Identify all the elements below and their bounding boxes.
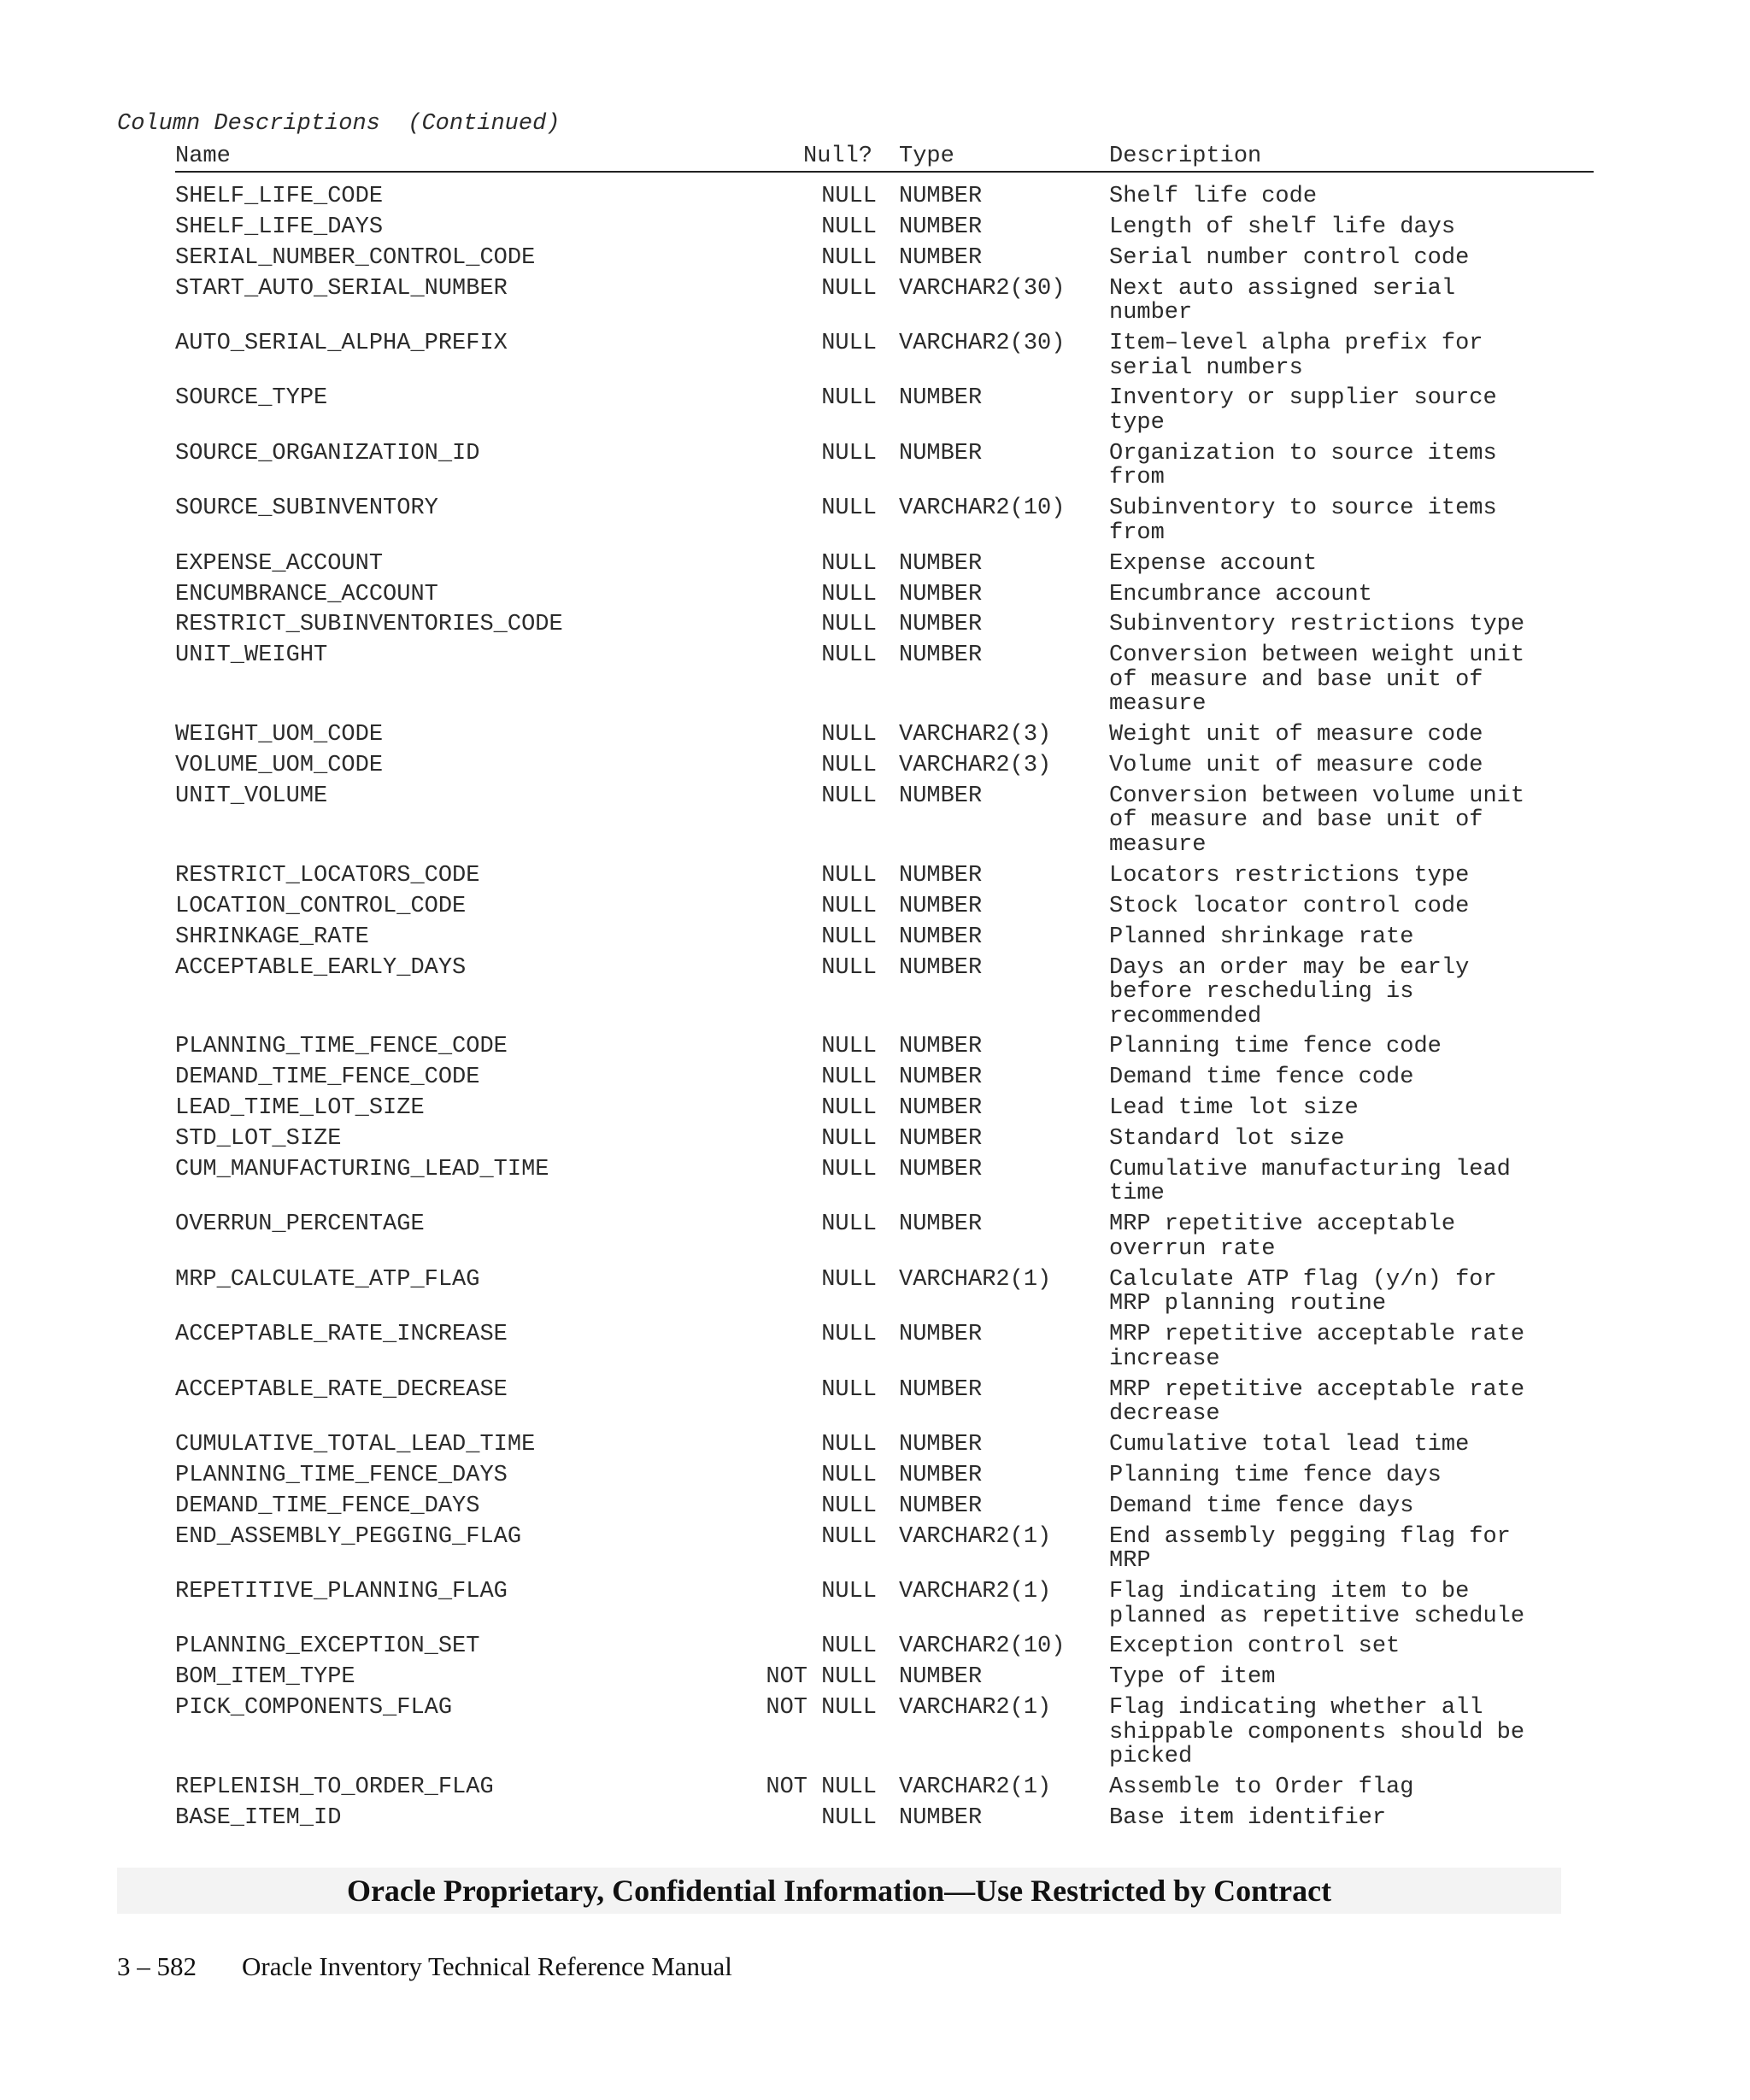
- null-cell: NULL: [821, 1634, 877, 1660]
- description-cell: Planned shrinkage rate: [1109, 924, 1414, 950]
- description-cell: Organization to source items from: [1109, 440, 1497, 491]
- column-name-cell: AUTO_SERIAL_ALPHA_PREFIX: [175, 331, 508, 357]
- table-row: [175, 1065, 1594, 1090]
- table-row: [175, 613, 1594, 637]
- table-row: [175, 754, 1594, 778]
- table-row: [175, 1096, 1594, 1121]
- column-name-cell: UNIT_WEIGHT: [175, 642, 328, 669]
- table-row: [175, 1775, 1594, 1800]
- table-row: [175, 1323, 1594, 1371]
- null-cell: NULL: [821, 331, 877, 357]
- column-name-cell: PLANNING_TIME_FENCE_CODE: [175, 1034, 508, 1060]
- description-cell: Weight unit of measure code: [1109, 722, 1483, 748]
- null-cell: NULL: [821, 1431, 877, 1458]
- type-cell: NUMBER: [899, 924, 983, 950]
- column-name-cell: SOURCE_TYPE: [175, 385, 328, 412]
- null-cell: NULL: [821, 1462, 877, 1488]
- description-cell: End assembly pegging flag for MRP: [1109, 1523, 1511, 1575]
- column-name-cell: RESTRICT_SUBINVENTORIES_CODE: [175, 612, 563, 638]
- type-cell: NUMBER: [899, 1804, 983, 1831]
- description-cell: Standard lot size: [1109, 1126, 1345, 1153]
- column-name-cell: DEMAND_TIME_FENCE_DAYS: [175, 1493, 480, 1519]
- null-cell: NULL: [821, 214, 877, 240]
- column-header-description: Description: [1109, 144, 1262, 169]
- manual-title: Oracle Inventory Technical Reference Manual: [242, 1951, 732, 1981]
- confidential-banner: [117, 1868, 1561, 1914]
- null-cell: NULL: [821, 642, 877, 669]
- null-cell: NULL: [821, 1523, 877, 1550]
- column-name-cell: UNIT_VOLUME: [175, 783, 328, 809]
- null-cell: NULL: [821, 1034, 877, 1060]
- column-name-cell: SHRINKAGE_RATE: [175, 924, 369, 950]
- column-name-cell: REPLENISH_TO_ORDER_FLAG: [175, 1774, 494, 1801]
- description-cell: Locators restrictions type: [1109, 862, 1470, 889]
- table-row: [175, 1464, 1594, 1488]
- null-cell: NULL: [821, 1211, 877, 1238]
- description-cell: Subinventory restrictions type: [1109, 612, 1525, 638]
- null-cell: NULL: [821, 1266, 877, 1293]
- type-cell: VARCHAR2(1): [899, 1266, 1052, 1293]
- column-name-cell: WEIGHT_UOM_CODE: [175, 722, 384, 748]
- null-cell: NULL: [821, 1322, 877, 1348]
- column-name-cell: BASE_ITEM_ID: [175, 1804, 342, 1831]
- column-name-cell: SHELF_LIFE_CODE: [175, 184, 384, 209]
- table-row: [175, 1433, 1594, 1458]
- type-cell: NUMBER: [899, 244, 983, 271]
- column-name-cell: SHELF_LIFE_DAYS: [175, 214, 384, 240]
- type-cell: NUMBER: [899, 1493, 983, 1519]
- description-cell: Serial number control code: [1109, 244, 1470, 271]
- null-cell: NULL: [821, 1095, 877, 1122]
- table-row: [175, 925, 1594, 950]
- table-row: [175, 723, 1594, 748]
- column-name-cell: EXPENSE_ACCOUNT: [175, 550, 384, 577]
- type-cell: NUMBER: [899, 612, 983, 638]
- description-cell: Inventory or supplier source type: [1109, 385, 1497, 436]
- type-cell: NUMBER: [899, 214, 983, 240]
- description-cell: Planning time fence code: [1109, 1034, 1442, 1060]
- null-cell: NULL: [821, 1156, 877, 1182]
- type-cell: NUMBER: [899, 783, 983, 809]
- null-cell: NULL: [821, 1579, 877, 1604]
- column-name-cell: PLANNING_EXCEPTION_SET: [175, 1634, 480, 1660]
- type-cell: VARCHAR2(30): [899, 331, 1066, 357]
- table-row: [175, 1634, 1594, 1659]
- description-cell: Conversion between volume unit of measure and base unit of measure: [1109, 783, 1525, 858]
- type-cell: NUMBER: [899, 1211, 983, 1238]
- table-row: [175, 784, 1594, 858]
- null-cell: NULL: [821, 1376, 877, 1403]
- column-headers: [175, 144, 1594, 174]
- type-cell: NUMBER: [899, 184, 983, 209]
- type-cell: VARCHAR2(1): [899, 1523, 1052, 1550]
- column-name-cell: VOLUME_UOM_CODE: [175, 753, 384, 779]
- type-cell: NUMBER: [899, 954, 983, 981]
- table-row: [175, 1127, 1594, 1152]
- type-cell: NUMBER: [899, 642, 983, 669]
- description-cell: Flag indicating item to be planned as repetitive schedule: [1109, 1579, 1525, 1629]
- table-row: [175, 895, 1594, 919]
- null-cell: NULL: [821, 753, 877, 779]
- description-cell: Shelf life code: [1109, 184, 1318, 209]
- description-cell: Encumbrance account: [1109, 581, 1372, 607]
- column-header-null: Null?: [803, 144, 873, 169]
- column-name-cell: SOURCE_SUBINVENTORY: [175, 496, 438, 522]
- type-cell: NUMBER: [899, 1431, 983, 1458]
- table-row: [175, 277, 1594, 326]
- type-cell: VARCHAR2(1): [899, 1774, 1052, 1801]
- null-cell: NULL: [821, 924, 877, 950]
- description-cell: Next auto assigned serial number: [1109, 275, 1456, 326]
- description-cell: Assemble to Order flag: [1109, 1774, 1414, 1801]
- column-name-cell: ACCEPTABLE_RATE_INCREASE: [175, 1322, 508, 1348]
- type-cell: NUMBER: [899, 1664, 983, 1691]
- table-row: [175, 442, 1594, 490]
- table-row: [175, 1696, 1594, 1769]
- type-cell: NUMBER: [899, 1376, 983, 1403]
- null-cell: NULL: [821, 550, 877, 577]
- description-cell: Type of item: [1109, 1664, 1276, 1691]
- table-row: [175, 552, 1594, 577]
- column-name-cell: REPETITIVE_PLANNING_FLAG: [175, 1579, 508, 1604]
- table-row: [175, 1158, 1594, 1206]
- column-name-cell: MRP_CALCULATE_ATP_FLAG: [175, 1266, 480, 1293]
- description-cell: Demand time fence code: [1109, 1065, 1414, 1091]
- description-cell: Cumulative total lead time: [1109, 1431, 1470, 1458]
- column-descriptions-table: [175, 185, 1594, 1837]
- description-cell: Days an order may be early before rescheduling is recommended: [1109, 954, 1470, 1029]
- description-cell: Length of shelf life days: [1109, 214, 1456, 240]
- type-cell: VARCHAR2(1): [899, 1579, 1052, 1604]
- description-cell: Conversion between weight unit of measure and base unit of measure: [1109, 642, 1525, 718]
- null-cell: NULL: [821, 722, 877, 748]
- column-name-cell: ACCEPTABLE_RATE_DECREASE: [175, 1376, 508, 1403]
- column-name-cell: SOURCE_ORGANIZATION_ID: [175, 440, 480, 466]
- table-row: [175, 185, 1594, 209]
- column-header-type: Type: [899, 144, 954, 169]
- type-cell: NUMBER: [899, 1095, 983, 1122]
- type-cell: NUMBER: [899, 1156, 983, 1182]
- table-row: [175, 246, 1594, 271]
- description-cell: Flag indicating whether all shippable components should be picked: [1109, 1695, 1525, 1770]
- description-cell: Stock locator control code: [1109, 893, 1470, 919]
- column-name-cell: LOCATION_CONTROL_CODE: [175, 893, 467, 919]
- table-row: [175, 583, 1594, 607]
- description-cell: Subinventory to source items from: [1109, 496, 1497, 546]
- type-cell: NUMBER: [899, 1034, 983, 1060]
- column-name-cell: DEMAND_TIME_FENCE_CODE: [175, 1065, 480, 1091]
- column-name-cell: LEAD_TIME_LOT_SIZE: [175, 1095, 425, 1122]
- column-name-cell: END_ASSEMBLY_PEGGING_FLAG: [175, 1523, 522, 1550]
- column-name-cell: RESTRICT_LOCATORS_CODE: [175, 862, 480, 889]
- null-cell: NULL: [821, 783, 877, 809]
- table-row: [175, 1580, 1594, 1628]
- table-row: [175, 386, 1594, 435]
- null-cell: NULL: [821, 440, 877, 466]
- column-header-name: Name: [175, 144, 231, 169]
- type-cell: NUMBER: [899, 1065, 983, 1091]
- column-name-cell: START_AUTO_SERIAL_NUMBER: [175, 275, 508, 302]
- type-cell: NUMBER: [899, 1322, 983, 1348]
- page-footer: [117, 1951, 732, 1982]
- section-title: Column Descriptions (Continued): [117, 111, 561, 137]
- type-cell: NUMBER: [899, 581, 983, 607]
- null-cell: NULL: [821, 1493, 877, 1519]
- null-cell: NULL: [821, 893, 877, 919]
- column-name-cell: STD_LOT_SIZE: [175, 1126, 342, 1153]
- description-cell: Planning time fence days: [1109, 1462, 1442, 1488]
- null-cell: NULL: [821, 496, 877, 522]
- null-cell: NULL: [821, 1126, 877, 1153]
- null-cell: NULL: [821, 275, 877, 302]
- table-row: [175, 1035, 1594, 1059]
- type-cell: NUMBER: [899, 893, 983, 919]
- description-cell: Lead time lot size: [1109, 1095, 1359, 1122]
- type-cell: VARCHAR2(30): [899, 275, 1066, 302]
- description-cell: Item–level alpha prefix for serial numbers: [1109, 331, 1483, 381]
- null-cell: NULL: [821, 862, 877, 889]
- null-cell: NULL: [821, 1065, 877, 1091]
- table-row: [175, 1212, 1594, 1261]
- confidential-notice: Oracle Proprietary, Confidential Information––Use Restricted by Contract: [346, 1874, 1332, 1908]
- table-row: [175, 956, 1594, 1029]
- column-name-cell: PICK_COMPONENTS_FLAG: [175, 1695, 453, 1722]
- null-cell: NULL: [821, 385, 877, 412]
- type-cell: NUMBER: [899, 550, 983, 577]
- type-cell: VARCHAR2(10): [899, 1634, 1066, 1660]
- table-row: [175, 496, 1594, 545]
- column-name-cell: ENCUMBRANCE_ACCOUNT: [175, 581, 438, 607]
- null-cell: NULL: [821, 581, 877, 607]
- table-row: [175, 1268, 1594, 1317]
- null-cell: NULL: [821, 184, 877, 209]
- table-row: [175, 1806, 1594, 1831]
- null-cell: NULL: [821, 954, 877, 981]
- null-cell: NOT NULL: [766, 1664, 877, 1691]
- description-cell: Volume unit of measure code: [1109, 753, 1483, 779]
- description-cell: Cumulative manufacturing lead time: [1109, 1156, 1511, 1207]
- description-cell: Exception control set: [1109, 1634, 1401, 1660]
- description-cell: Demand time fence days: [1109, 1493, 1414, 1519]
- description-cell: Calculate ATP flag (y/n) for MRP planning routine: [1109, 1266, 1497, 1317]
- table-row: [175, 643, 1594, 717]
- type-cell: VARCHAR2(1): [899, 1695, 1052, 1722]
- null-cell: NULL: [821, 612, 877, 638]
- table-row: [175, 1494, 1594, 1519]
- type-cell: NUMBER: [899, 1462, 983, 1488]
- description-cell: MRP repetitive acceptable rate increase: [1109, 1322, 1525, 1372]
- type-cell: NUMBER: [899, 385, 983, 412]
- type-cell: NUMBER: [899, 862, 983, 889]
- null-cell: NOT NULL: [766, 1695, 877, 1722]
- page-number: 3 – 582: [117, 1951, 197, 1981]
- description-cell: MRP repetitive acceptable overrun rate: [1109, 1211, 1456, 1262]
- table-row: [175, 1378, 1594, 1427]
- type-cell: NUMBER: [899, 1126, 983, 1153]
- column-name-cell: CUM_MANUFACTURING_LEAD_TIME: [175, 1156, 549, 1182]
- table-row: [175, 331, 1594, 380]
- type-cell: VARCHAR2(3): [899, 722, 1052, 748]
- table-row: [175, 864, 1594, 889]
- header-rule: [175, 171, 1594, 173]
- column-name-cell: CUMULATIVE_TOTAL_LEAD_TIME: [175, 1431, 536, 1458]
- column-name-cell: SERIAL_NUMBER_CONTROL_CODE: [175, 244, 536, 271]
- column-name-cell: OVERRUN_PERCENTAGE: [175, 1211, 425, 1238]
- type-cell: NUMBER: [899, 440, 983, 466]
- table-row: [175, 1665, 1594, 1690]
- description-cell: MRP repetitive acceptable rate decrease: [1109, 1376, 1525, 1428]
- column-name-cell: PLANNING_TIME_FENCE_DAYS: [175, 1462, 508, 1488]
- type-cell: VARCHAR2(10): [899, 496, 1066, 522]
- table-row: [175, 1525, 1594, 1574]
- null-cell: NOT NULL: [766, 1774, 877, 1801]
- null-cell: NULL: [821, 244, 877, 271]
- table-row: [175, 215, 1594, 240]
- column-name-cell: BOM_ITEM_TYPE: [175, 1664, 355, 1691]
- description-cell: Expense account: [1109, 550, 1318, 577]
- column-name-cell: ACCEPTABLE_EARLY_DAYS: [175, 954, 467, 981]
- description-cell: Base item identifier: [1109, 1804, 1387, 1831]
- type-cell: VARCHAR2(3): [899, 753, 1052, 779]
- null-cell: NULL: [821, 1804, 877, 1831]
